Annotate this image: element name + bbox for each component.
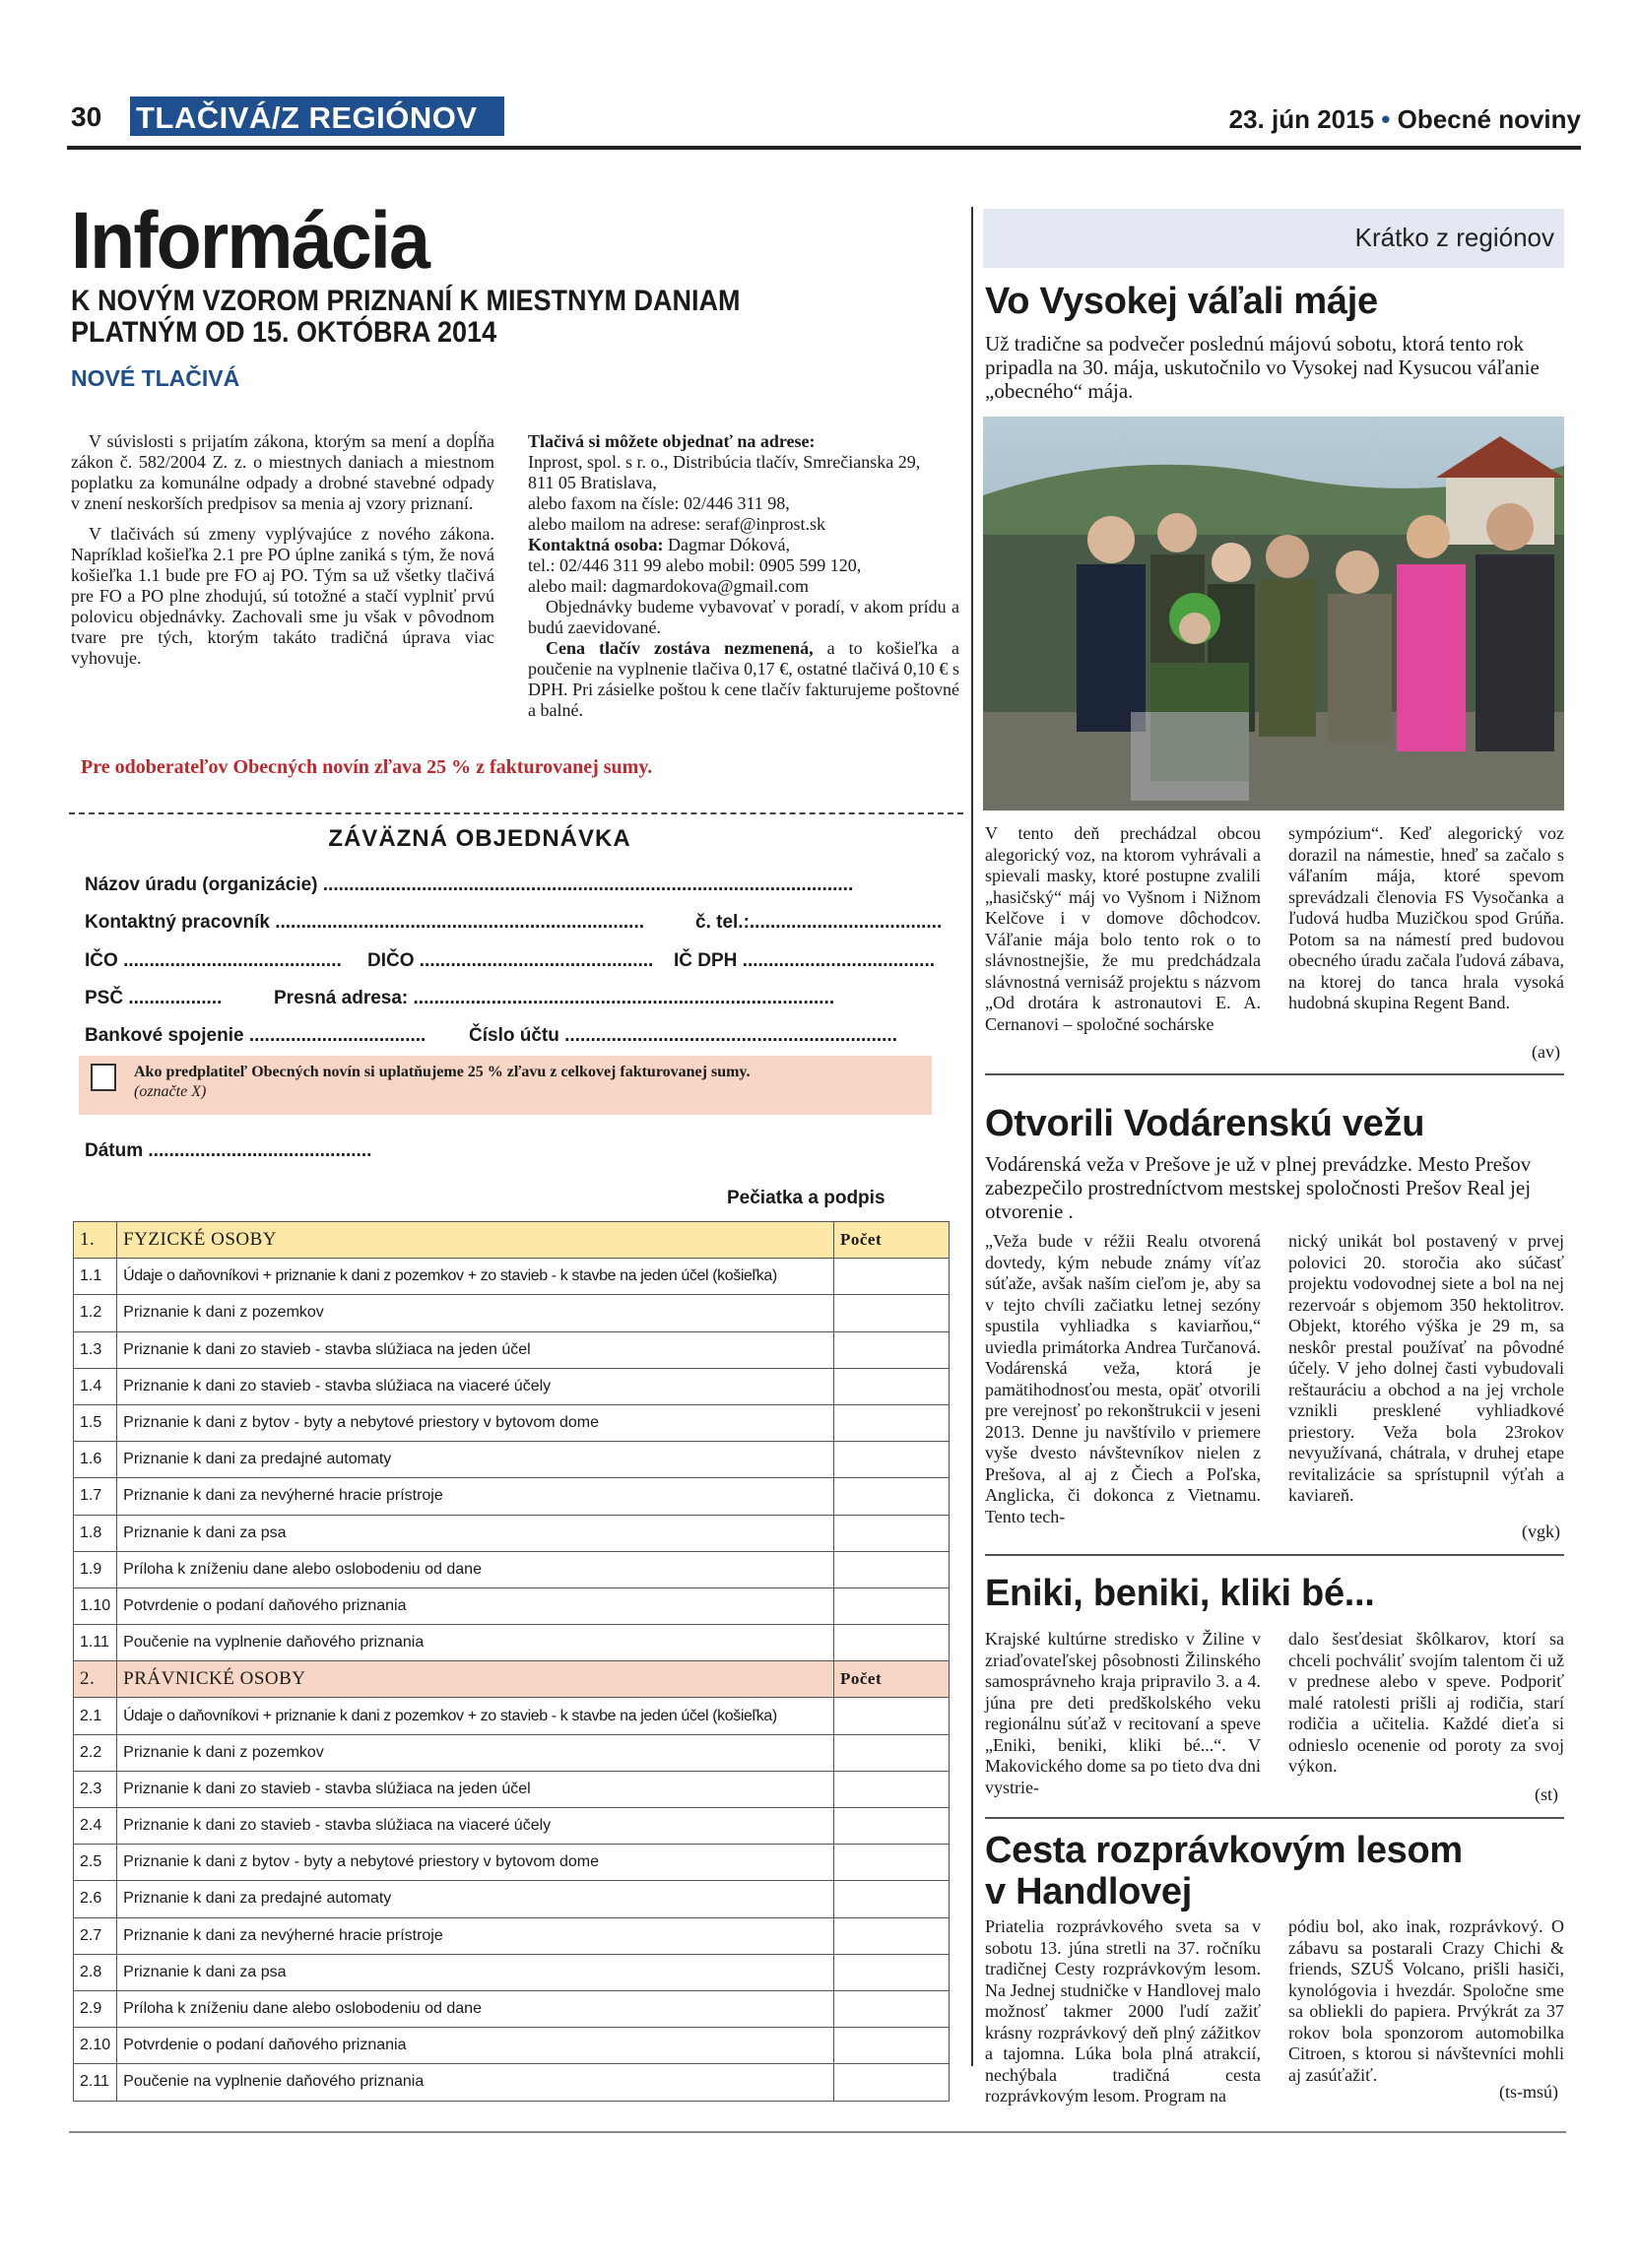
- order-label: Tlačivá si môžete objednať na adrese:: [528, 431, 816, 451]
- table-row: [74, 1331, 950, 1368]
- field-icdph[interactable]: IČ DPH .....................................: [674, 950, 936, 971]
- table-row: [74, 1551, 950, 1588]
- article-kicker: NOVÉ TLAČIVÁ: [71, 365, 240, 391]
- vodarenska-col-2: nický unikát bol postavený v prvej polovici 20. storočia ako súčasť projektu vodovodnej siete a bol na nej rezervoár s objemom 350 hektolitrov. Objekt, ktorého výška je 29 m, sa neskôr prestal používať na pôvodné účely. V jeho dolnej časti vybudovali reštauráciu a obchod a na jej vrchole vznikli presklené vyhliadkové priestory. Veža bola 23rokov nevyužívaná, chátrala, v druhej etape revitalizácie sa sprístupnil výťah a kaviareň.: [1288, 1231, 1564, 1505]
- table-row: [74, 1404, 950, 1441]
- field-dic[interactable]: DIČO .............................................: [367, 950, 654, 971]
- section-box-regions: Krátko z regiónov: [983, 209, 1564, 268]
- table-row: [74, 1990, 950, 2027]
- table-row: [74, 1881, 950, 1917]
- row-num: 2.5: [74, 1845, 117, 1881]
- field-date[interactable]: Dátum ...........................................: [85, 1140, 372, 1161]
- table-row: [74, 1845, 950, 1881]
- row-num: 1.4: [74, 1368, 117, 1404]
- row-num: 2.8: [74, 1954, 117, 1990]
- row-label: Príloha k zníženiu dane alebo oslobodeniu od dane: [117, 1551, 834, 1588]
- row-label: Priznanie k dani z bytov - byty a nebytové priestory v bytovom dome: [117, 1404, 834, 1441]
- count-cell[interactable]: [834, 1295, 950, 1331]
- table-row: [74, 1698, 950, 1734]
- row-label: Poučenie na vyplnenie daňového priznania: [117, 2064, 834, 2101]
- row-label: Údaje o daňovníkovi + priznanie k dani z pozemkov + zo stavieb - k stavbe na jeden účel (košieľka): [117, 1259, 834, 1295]
- row-label: Poučenie na vyplnenie daňového priznania: [117, 1625, 834, 1661]
- count-cell[interactable]: [834, 1990, 950, 2027]
- row-label: Údaje o daňovníkovi + priznanie k dani z pozemkov + zo stavieb - k stavbe na jeden účel (košieľka): [117, 1698, 834, 1734]
- row-label: Priznanie k dani za predajné automaty: [117, 1442, 834, 1478]
- field-label: Bankové spojenie: [85, 1025, 249, 1046]
- count-cell[interactable]: [834, 1259, 950, 1295]
- row-label: Priznanie k dani zo stavieb - stavba slúžiaca na viaceré účely: [117, 1368, 834, 1404]
- field-phone[interactable]: č. tel.:.....................................: [695, 912, 943, 933]
- contact-line: [528, 535, 959, 555]
- table-section-header: [74, 1661, 950, 1698]
- section-num: 2.: [74, 1661, 117, 1698]
- section-label: PRÁVNICKÉ OSOBY: [117, 1661, 834, 1698]
- row-label: Priznanie k dani za nevýherné hracie prístroje: [117, 1917, 834, 1954]
- table-row: [74, 1625, 950, 1661]
- headline-cesta-1: Cesta rozprávkovým lesom: [985, 1830, 1463, 1871]
- row-num: 2.9: [74, 1990, 117, 2027]
- field-label: Číslo účtu: [469, 1025, 565, 1046]
- table-row: [74, 1954, 950, 1990]
- paragraph: Objednávky budeme vybavovať v poradí, v akom prídu a budú zaevidované.: [528, 597, 959, 637]
- count-cell[interactable]: [834, 1698, 950, 1734]
- count-cell[interactable]: [834, 1954, 950, 1990]
- signature-av: (av): [1532, 1042, 1560, 1062]
- count-cell[interactable]: [834, 1331, 950, 1368]
- order-line: 811 05 Bratislava,: [528, 473, 657, 492]
- order-line: alebo faxom na čísle: 02/446 311 98,: [528, 493, 790, 513]
- price-paragraph: [528, 638, 959, 721]
- count-cell[interactable]: [834, 1917, 950, 1954]
- table-row: [74, 1734, 950, 1771]
- table-row: [74, 1442, 950, 1478]
- row-num: 1.11: [74, 1625, 117, 1661]
- article-title: Informácia: [71, 196, 429, 286]
- photo-image: [983, 417, 1564, 810]
- count-cell[interactable]: [834, 1478, 950, 1515]
- photo-masks: [983, 417, 1564, 810]
- table-row: [74, 1478, 950, 1515]
- row-label: Potvrdenie o podaní daňového priznania: [117, 1588, 834, 1624]
- eniki-col-2: dalo šesťdesiat škôlkarov, ktorí sa chceli pochváliť svojím talentom či už v prednese alebo v speve. Podporiť malé ratolesti prišli aj rodičia, starí rodičia a učitelia. Každé dieťa si odnieslo ocenenie od poroty za svoj výkon.: [1288, 1629, 1564, 1776]
- field-label: DIČO: [367, 950, 420, 971]
- field-account[interactable]: Číslo účtu ................................................................: [469, 1025, 897, 1046]
- row-num: 1.8: [74, 1515, 117, 1551]
- count-cell[interactable]: [834, 1625, 950, 1661]
- count-cell[interactable]: [834, 1442, 950, 1478]
- count-cell[interactable]: [834, 2028, 950, 2064]
- count-cell[interactable]: [834, 2064, 950, 2101]
- count-cell[interactable]: [834, 1734, 950, 1771]
- count-cell[interactable]: [834, 1515, 950, 1551]
- field-label: IČO: [85, 950, 124, 971]
- masthead-right: [1229, 104, 1581, 135]
- table-row: [74, 2028, 950, 2064]
- row-num: 2.11: [74, 2064, 117, 2101]
- section-num: 1.: [74, 1222, 117, 1259]
- article-column-1: [71, 431, 494, 679]
- headline-vodarenska: Otvorili Vodárenskú vežu: [985, 1103, 1425, 1144]
- paper-name: Obecné noviny: [1397, 104, 1581, 134]
- field-label: Kontaktný pracovník: [85, 912, 276, 933]
- row-label: Priznanie k dani za psa: [117, 1515, 834, 1551]
- row-label: Priznanie k dani z pozemkov: [117, 1734, 834, 1771]
- field-contact[interactable]: Kontaktný pracovník .......................................................................: [85, 912, 645, 933]
- contact-line: tel.: 02/446 311 99 alebo mobil: 0905 599 120,: [528, 555, 862, 575]
- row-label: Priznanie k dani zo stavieb - stavba slúžiaca na jeden účel: [117, 1331, 834, 1368]
- row-num: 2.2: [74, 1734, 117, 1771]
- field-psc[interactable]: PSČ ..................: [85, 988, 223, 1008]
- count-cell[interactable]: [834, 1881, 950, 1917]
- table-section-header: [74, 1222, 950, 1259]
- row-label: Potvrdenie o podaní daňového priznania: [117, 2028, 834, 2064]
- row-label: Príloha k zníženiu dane alebo oslobodeniu od dane: [117, 1990, 834, 2027]
- count-cell[interactable]: [834, 1588, 950, 1624]
- table-row: [74, 1588, 950, 1624]
- bullet: •: [1381, 104, 1391, 134]
- table-row: [74, 1259, 950, 1295]
- contact-name: Dagmar Dóková,: [668, 535, 790, 554]
- checkbox-hint: (označte X): [134, 1083, 207, 1100]
- table-row: [74, 1808, 950, 1845]
- count-header: Počet: [834, 1222, 950, 1259]
- row-num: 1.6: [74, 1442, 117, 1478]
- field-label: PSČ: [85, 988, 129, 1008]
- table-row: [74, 2064, 950, 2101]
- table-row: [74, 1515, 950, 1551]
- article-rule: [985, 1073, 1564, 1075]
- page-number: 30: [71, 101, 102, 132]
- row-num: 2.4: [74, 1808, 117, 1845]
- table-row: [74, 1295, 950, 1331]
- row-label: Priznanie k dani z pozemkov: [117, 1295, 834, 1331]
- form-title: ZÁVÄZNÁ OBJEDNÁVKA: [328, 825, 631, 852]
- row-label: Priznanie k dani z bytov - byty a nebytové priestory v bytovom dome: [117, 1845, 834, 1881]
- forms-order-table: [73, 1221, 950, 2102]
- row-label: Priznanie k dani za psa: [117, 1954, 834, 1990]
- order-line: alebo mailom na adrese: seraf@inprost.sk: [528, 514, 825, 534]
- lead-vodarenska: Vodárenská veža v Prešove je už v plnej prevádzke. Mesto Prešov zabezpečilo prostredníctvom mestskej spoločnosti Prešov Real jej otvorenie .: [985, 1152, 1532, 1223]
- article-rule: [985, 1817, 1564, 1819]
- article-subtitle: K NOVÝM VZOROM PRIZNANÍ K MIESTNYM DANIAM PLATNÝM OD 15. OKTÓBRA 2014: [71, 285, 741, 349]
- row-num: 1.3: [74, 1331, 117, 1368]
- paragraph: V súvislosti s prijatím zákona, ktorým sa mení a dopĺňa zákon č. 582/2004 Z. z. o miestnych daniach a miestnom poplatku za komunálne odpady a drobné stavebné odpady v znení neskorších predpisov sa menia aj vzory priznaní.: [71, 431, 494, 513]
- field-bank[interactable]: Bankové spojenie ..................................: [85, 1025, 426, 1046]
- table-row: [74, 1917, 950, 1954]
- row-label: Priznanie k dani zo stavieb - stavba slúžiaca na jeden účel: [117, 1771, 834, 1807]
- row-num: 1.7: [74, 1478, 117, 1515]
- signature-vgk: (vgk): [1522, 1522, 1560, 1541]
- discount-note: Pre odoberateľov Obecných novín zľava 25 % z fakturovanej sumy.: [81, 756, 653, 778]
- row-num: 1.10: [74, 1588, 117, 1624]
- headline-cesta-2: v Handlovej: [985, 1871, 1192, 1912]
- count-cell[interactable]: [834, 1771, 950, 1807]
- header-rule: [67, 146, 1581, 150]
- field-label: IČ DPH: [674, 950, 743, 971]
- headline-eniki: Eniki, beniki, kliki bé...: [985, 1573, 1375, 1614]
- contact-label: Kontaktná osoba:: [528, 535, 664, 554]
- count-cell[interactable]: [834, 1808, 950, 1845]
- section-label: FYZICKÉ OSOBY: [117, 1222, 834, 1259]
- row-label: Priznanie k dani zo stavieb - stavba slúžiaca na viaceré účely: [117, 1808, 834, 1845]
- article-column-2: [528, 431, 959, 721]
- signature-ts-msu: (ts-msú): [1499, 2082, 1558, 2102]
- row-num: 2.1: [74, 1698, 117, 1734]
- row-num: 1.9: [74, 1551, 117, 1588]
- paragraph: V tlačivách sú zmeny vyplývajúce z nového zákona. Napríklad košieľka 2.1 pre PO úplne zaniká s tým, že nová košieľka 1.1 bude pre FO aj PO. Tým sa už všetky tlačivá pre FO a PO plne zhodujú, sú totožné a stačí vyplniť prvú polovicu objednávky. Zachovali sme ju však v pôvodnom tvare pre tých, ktorým takáto tradičná úprava viac vyhovuje.: [71, 524, 494, 668]
- row-num: 2.10: [74, 2028, 117, 2064]
- cesta-col-2: pódiu bol, ako inak, rozprávkový. O zábavu sa postarali Crazy Chichi & friends, SZUŠ Volcano, prišli hasiči, kynológovia i hvezdár. Spoločne sme sa obliekli do papiera. Prvýkrát za 37 rokov bola sponzorom automobilka Citroen, s ktorou si návštevníci mohli aj zasúťažiť.: [1288, 1916, 1564, 2085]
- vodarenska-col-1: „Veža bude v réžii Realu otvorená dovtedy, kým nebude známy víťaz súťaže, avšak naším cieľom je, aby sa v tejto chvíli začiatku letnej sezóny spustila vyhliadka s kaviarňou,“ uviedla primátorka Andrea Turčanová. Vodárenská veža, ktorá je pamätihodnosťou mesta, opäť otvorili pre verejnosť po rekonštrukcii v jeseni 2013. Denne ju navštívilo v priemere vyše dvesto návštevníkov nielen z Prešova, al aj z Čiech a Poľska, Anglicka, či dokonca z Vietnamu. Tento tech-: [985, 1231, 1261, 1526]
- row-num: 1.5: [74, 1404, 117, 1441]
- field-office[interactable]: Názov úradu (organizácie) ......................................................................................................: [85, 875, 854, 895]
- issue-date: 23. jún 2015: [1228, 104, 1375, 134]
- vysoka-col-1: V tento deň prechádzal obcou alegorický voz, na ktorom vyhrávali a spievali masky, ktoré postupne zvalili „hasičský“ máj vo Vyšnom i Nižnom Kelčove i v domove dôchodcov. Váľanie mája bolo tento rok o to slávnostnejšie, že mu predchádzala slávnostná vernisáž projektu s názvom „Od drotára k astronautovi E. A. Cernanovi – spoločné sochárske: [985, 823, 1261, 1034]
- order-line: Inprost, spol. s r. o., Distribúcia tlačív, Smrečianska 29,: [528, 452, 921, 472]
- eniki-col-1: Krajské kultúrne stredisko v Žiline v zriaďovateľskej pôsobnosti Žilinského samosprávneho kraja pripravilo 3. a 4. júna pre deti predškolského veku regionálnu súťaž v recitovaní a speve „Eniki, beniki, kliki bé...“. V Makovického dome sa po tieto dva dni vystrie-: [985, 1629, 1261, 1797]
- count-header: Počet: [834, 1661, 950, 1698]
- row-num: 2.6: [74, 1881, 117, 1917]
- row-label: Priznanie k dani za nevýherné hracie prístroje: [117, 1478, 834, 1515]
- row-num: 2.3: [74, 1771, 117, 1807]
- contact-line: alebo mail: dagmardokova@gmail.com: [528, 576, 809, 596]
- count-cell[interactable]: [834, 1551, 950, 1588]
- article-rule: [985, 1554, 1564, 1556]
- column-divider: [971, 207, 973, 2066]
- row-label: Priznanie k dani za predajné automaty: [117, 1881, 834, 1917]
- cut-line: [69, 812, 963, 814]
- cesta-col-1: Priatelia rozprávkového sveta sa v sobotu 13. júna stretli na 37. ročníku tradičnej Cesty rozprávkovým lesom. Na Jednej studničke v Handlovej malo možnosť takmer 2000 ľudí zažiť krásny rozprávkový deň plný zážitkov a tajomna. Lúka bola plná atrakcií, nechýbala tradičná cesta rozprávkovým lesom. Program na: [985, 1916, 1261, 2106]
- table-row: [74, 1771, 950, 1807]
- row-num: 2.7: [74, 1917, 117, 1954]
- field-label: Dátum: [85, 1140, 149, 1161]
- count-cell[interactable]: [834, 1845, 950, 1881]
- checkbox-label: Ako predplatiteľ Obecných novín si uplatňujeme 25 % zľavu z celkovej fakturovanej sumy.: [134, 1064, 751, 1080]
- headline-vysoka: Vo Vysokej váľali máje: [985, 281, 1378, 322]
- signature-st: (st): [1535, 1784, 1558, 1804]
- price-bold: Cena tlačív zostáva nezmenená,: [546, 638, 814, 658]
- footer-rule: [69, 2131, 1566, 2133]
- field-ico[interactable]: IČO ..........................................: [85, 950, 342, 971]
- count-cell[interactable]: [834, 1368, 950, 1404]
- vysoka-col-2: sympózium“. Keď alegorický voz dorazil na námestie, hneď sa začalo s váľaním mája, ktoré spevom sprevádzali členovia FS Vysočanka a ľudová hudba Muzičkou spod Grúňa. Potom sa na námestí pred budovou obecného úradu začala ľudová zábava, na ktorej do tanca hrala vysoká hudobná skupina Regent Band.: [1288, 823, 1564, 1012]
- stamp-signature-label: Pečiatka a podpis: [727, 1188, 886, 1208]
- row-num: 1.1: [74, 1259, 117, 1295]
- section-label: TLAČIVÁ/Z REGIÓNOV: [130, 97, 504, 136]
- count-cell[interactable]: [834, 1404, 950, 1441]
- field-label: č. tel.:: [695, 912, 750, 933]
- lead-vysoka: Už tradične sa podvečer poslednú májovú sobotu, ktorá tento rok pripadla na 30. mája, uskutočnilo vo Vysokej nad Kysucou váľanie „obecného“ mája.: [985, 332, 1540, 403]
- discount-checkbox[interactable]: [91, 1064, 116, 1091]
- table-row: [74, 1368, 950, 1404]
- field-label: Názov úradu (organizácie): [85, 875, 323, 895]
- field-address[interactable]: Presná adresa: .................................................................................: [274, 988, 835, 1008]
- price-text: a to košieľka a poučenie na vyplnenie tlačiva 0,17 €, ostatné tlačivá 0,10 € s DPH. Pri zásielke poštou k cene tlačív fakturujeme poštovné a balné.: [528, 638, 959, 720]
- field-label: Presná adresa:: [274, 988, 414, 1008]
- row-num: 1.2: [74, 1295, 117, 1331]
